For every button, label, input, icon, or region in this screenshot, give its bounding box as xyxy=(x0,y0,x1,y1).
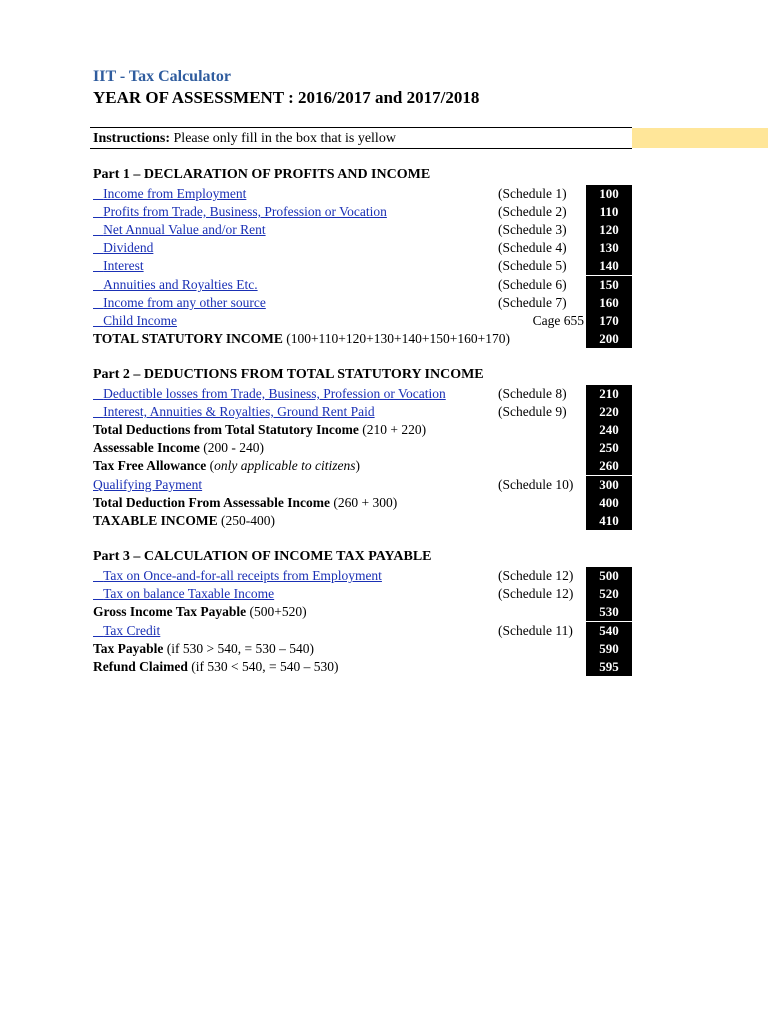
code-box: 500 xyxy=(586,567,632,585)
row-taxable-income: TAXABLE INCOME (250-400) xyxy=(93,513,276,528)
row-interest-paid[interactable] xyxy=(93,404,375,420)
code-box: 160 xyxy=(586,294,632,312)
code-box: 260 xyxy=(586,457,632,475)
row-annuities[interactable] xyxy=(93,277,258,293)
instructions xyxy=(93,131,396,147)
row-label[interactable]: Deductible losses from Trade, Business, Profession or Vocation xyxy=(103,386,446,401)
row-label[interactable]: Income from Employment xyxy=(103,186,247,201)
part2-heading: Part 2 – DEDUCTIONS FROM TOTAL STATUTORY INCOME xyxy=(93,367,484,382)
row-label[interactable]: Dividend xyxy=(103,240,154,255)
row-schedule: (Schedule 11) xyxy=(498,623,573,638)
row-label[interactable]: Tax on Once-and-for-all receipts from Employment xyxy=(103,568,382,583)
row-label[interactable]: Profits from Trade, Business, Profession or Vocation xyxy=(103,204,387,219)
row-total-deduction-assessable: Total Deduction From Assessable Income (260 + 300) xyxy=(93,495,398,510)
row-schedule: (Schedule 8) xyxy=(498,386,567,401)
row-schedule: Cage 655 xyxy=(532,313,584,328)
row-tax-free-allowance: Tax Free Allowance (only applicable to citizens) xyxy=(93,458,360,473)
code-box: 240 xyxy=(586,421,632,439)
row-schedule: (Schedule 3) xyxy=(498,222,567,237)
row-label[interactable]: Income from any other source xyxy=(103,295,266,310)
code-box: 400 xyxy=(586,494,632,512)
row-gross-tax-payable: Gross Income Tax Payable (500+520) xyxy=(93,604,307,619)
row-tax-balance[interactable] xyxy=(93,586,274,602)
row-label[interactable]: Annuities and Royalties Etc. xyxy=(103,277,258,292)
part3-heading: Part 3 – CALCULATION OF INCOME TAX PAYABLE xyxy=(93,549,432,564)
row-tax-credit[interactable] xyxy=(93,623,160,639)
code-box: 200 xyxy=(586,330,632,348)
row-schedule: (Schedule 12) xyxy=(498,568,574,583)
row-schedule: (Schedule 1) xyxy=(498,186,567,201)
row-dividend[interactable] xyxy=(93,240,153,256)
row-schedule: (Schedule 2) xyxy=(498,204,567,219)
code-box: 595 xyxy=(586,658,632,676)
row-employment[interactable] xyxy=(93,186,246,202)
row-child-income[interactable] xyxy=(93,313,177,329)
instructions-highlight xyxy=(632,128,768,148)
code-box: 110 xyxy=(586,203,632,221)
code-box: 150 xyxy=(586,276,632,294)
row-schedule: (Schedule 5) xyxy=(498,258,567,273)
row-other-source[interactable] xyxy=(93,295,266,311)
row-tax-once-and-for-all[interactable] xyxy=(93,568,382,584)
row-total-statutory: TOTAL STATUTORY INCOME (100+110+120+130+140+150+160+170) xyxy=(93,331,510,346)
row-label[interactable]: Tax Credit xyxy=(103,623,161,638)
row-label[interactable]: Interest xyxy=(103,258,144,273)
code-box: 300 xyxy=(586,476,632,494)
code-box: 540 xyxy=(586,622,632,640)
code-box: 140 xyxy=(586,257,632,275)
row-label[interactable]: Tax on balance Taxable Income xyxy=(103,586,275,601)
code-box: 170 xyxy=(586,312,632,330)
row-qualifying-payment[interactable] xyxy=(93,477,202,493)
row-schedule: (Schedule 12) xyxy=(498,586,574,601)
instructions-label: Instructions: xyxy=(93,131,171,146)
app-title: IIT - Tax Calculator xyxy=(93,68,231,85)
row-schedule: (Schedule 9) xyxy=(498,404,567,419)
row-net-annual[interactable] xyxy=(93,222,266,238)
row-schedule: (Schedule 10) xyxy=(498,477,574,492)
code-box: 100 xyxy=(586,185,632,203)
instructions-bottom-border xyxy=(90,148,632,149)
row-tax-payable: Tax Payable (if 530 > 540, = 530 – 540) xyxy=(93,641,314,656)
code-box: 410 xyxy=(586,512,632,530)
code-box: 590 xyxy=(586,640,632,658)
part1-heading: Part 1 – DECLARATION OF PROFITS AND INCOME xyxy=(93,167,431,182)
code-box: 520 xyxy=(586,585,632,603)
instructions-text: Please only fill in the box that is yellow xyxy=(170,131,396,146)
row-refund-claimed: Refund Claimed (if 530 < 540, = 540 – 530) xyxy=(93,659,339,674)
code-box: 250 xyxy=(586,439,632,457)
row-label[interactable]: Qualifying Payment xyxy=(93,477,203,492)
row-profits[interactable] xyxy=(93,204,387,220)
code-box: 130 xyxy=(586,239,632,257)
row-schedule: (Schedule 6) xyxy=(498,277,567,292)
instructions-top-border xyxy=(90,127,632,128)
code-box: 120 xyxy=(586,221,632,239)
row-schedule: (Schedule 7) xyxy=(498,295,567,310)
row-label[interactable]: Interest, Annuities & Royalties, Ground Rent Paid xyxy=(103,404,375,419)
row-interest[interactable] xyxy=(93,258,144,274)
row-label[interactable]: Child Income xyxy=(103,313,177,328)
code-box: 220 xyxy=(586,403,632,421)
row-schedule: (Schedule 4) xyxy=(498,240,567,255)
row-deductible-losses[interactable] xyxy=(93,386,446,402)
row-assessable-income: Assessable Income (200 - 240) xyxy=(93,440,264,455)
code-box: 210 xyxy=(586,385,632,403)
row-label[interactable]: Net Annual Value and/or Rent xyxy=(103,222,266,237)
page-title: YEAR OF ASSESSMENT : 2016/2017 and 2017/2018 xyxy=(93,88,480,107)
row-total-deductions: Total Deductions from Total Statutory Income (210 + 220) xyxy=(93,422,427,437)
code-box: 530 xyxy=(586,603,632,621)
